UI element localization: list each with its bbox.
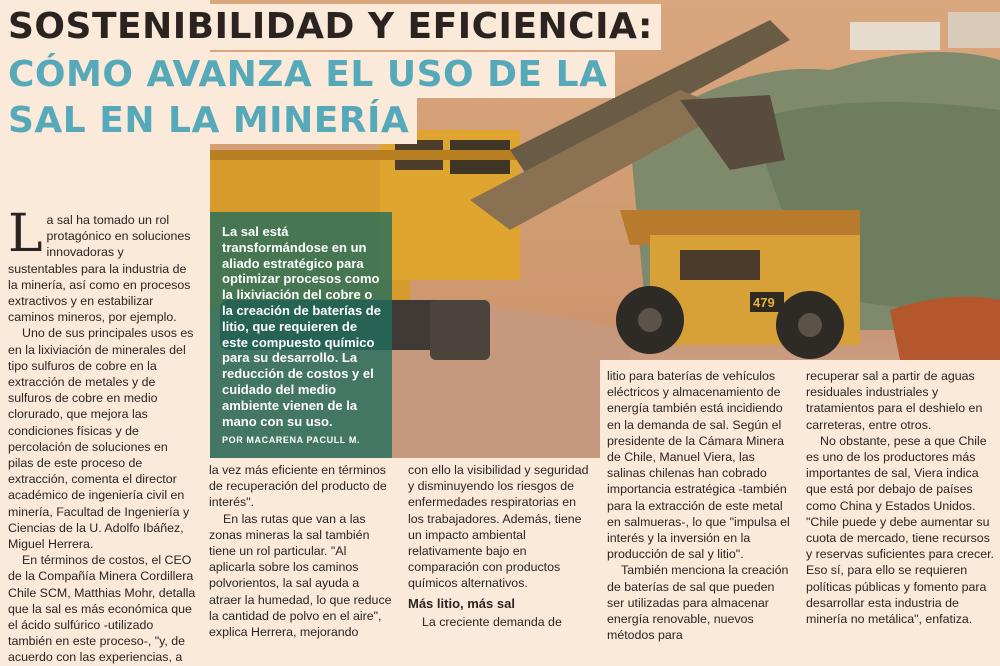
paragraph: litio para baterías de vehículos eléctricos y almacenamiento de energía también está incidiendo en la demanda de sal. Según el presidente de la Cámara Minera de Chile, Manuel Viera, las salinas chilenas han cobrado importancia estratégica -también para la extracción de este metal en salmueras-, lo que "impulsa el interés y la inversión en la producción de sal y litio". xyxy=(607,369,790,562)
paragraph: a sal ha tomado un rol protagónico en soluciones innovadoras y sustentables para la industria de la minería, así como en procesos extractivos y en estabilizar caminos mineros, por ejemplo. xyxy=(8,213,191,325)
paragraph: También menciona la creación de baterías de sal que pueden ser utilizadas para almacenar energía renovable, nuevos métodos para xyxy=(607,563,789,643)
paragraph: En términos de costos, el CEO de la Compañía Minera Cordillera Chile SCM, Matthias Mohr, detalla que la sal es más económica que el ácido sulfúrico -utilizado también en este proceso-, "y, de acuerdo con las experiencias, a xyxy=(8,553,196,665)
paragraph: la vez más eficiente en términos de recuperación del producto de interés". xyxy=(209,463,387,510)
article-column-3 xyxy=(408,462,593,630)
headline-line-3: SAL EN LA MINERÍA xyxy=(0,98,417,144)
paragraph: recuperar sal a partir de aguas residuales industriales y tratamientos para el deshielo en carreteras, entre otros. xyxy=(806,369,983,432)
article-column-4 xyxy=(607,368,795,643)
pull-quote-box xyxy=(210,212,392,458)
paragraph: Uno de sus principales usos es en la lixiviación de minerales del tipo sulfuros de cobre en la extracción de metales y de sulfuros de cobre en medio clorurado, que mejora las condiciones físicas y de percolación de soluciones en pilas de este proceso de extracción, comenta el director académico de ingeniería civil en minería, Facultad de Ingeniería y Ciencias de la U. Adolfo Ibáñez, Miguel Herrera. xyxy=(8,326,194,552)
byline: POR MACARENA PACULL M. xyxy=(222,435,361,446)
paragraph: con ello la visibilidad y seguridad y disminuyendo los riesgos de enfermedades respiratorias en los trabajadores. Además, tiene un impacto ambiental relativamente bajo en comparación con productos químicos alternativos. xyxy=(408,463,589,591)
subheading: Más litio, más sal xyxy=(408,595,515,611)
paragraph: La creciente demanda de xyxy=(422,614,562,629)
truck-number: 479 xyxy=(753,295,775,310)
article-column-5 xyxy=(806,368,994,627)
article-column-2 xyxy=(209,462,394,640)
article-column-1 xyxy=(8,204,196,666)
paragraph: No obstante, pese a que Chile es uno de los productores más importantes de sal, Viera indica que está por debajo de países como China y Estados Unidos. "Chile puede y debe aumentar su cuota de mercado, tiene recursos y reservas suficientes para crecer. Eso sí, para ello se requieren políticas públicas y fomento para desarrollar esta industria de minería no metálica", enfatiza. xyxy=(806,433,995,627)
pull-quote-text: La sal está transformándose en un aliado estratégico para optimizar procesos como la lixiviación del cobre o la creación de baterías de litio, que requieren de este compuesto químico para su desarrollo. La reducción de costos y el cuidado del medio ambiente vienen de la mano con su uso. xyxy=(222,224,381,429)
paragraph: En las rutas que van a las zonas mineras la sal también tiene un rol particular. "Al aplicarla sobre los caminos polvorientos, la sal ayuda a atraer la humedad, lo que reduce la cantidad de polvo en el aire", explica Herrera, mejorando xyxy=(209,511,392,640)
dropcap: L xyxy=(8,204,43,264)
headline-line-2: CÓMO AVANZA EL USO DE LA xyxy=(0,52,615,98)
headline-line-1: SOSTENIBILIDAD Y EFICIENCIA: xyxy=(0,4,661,50)
